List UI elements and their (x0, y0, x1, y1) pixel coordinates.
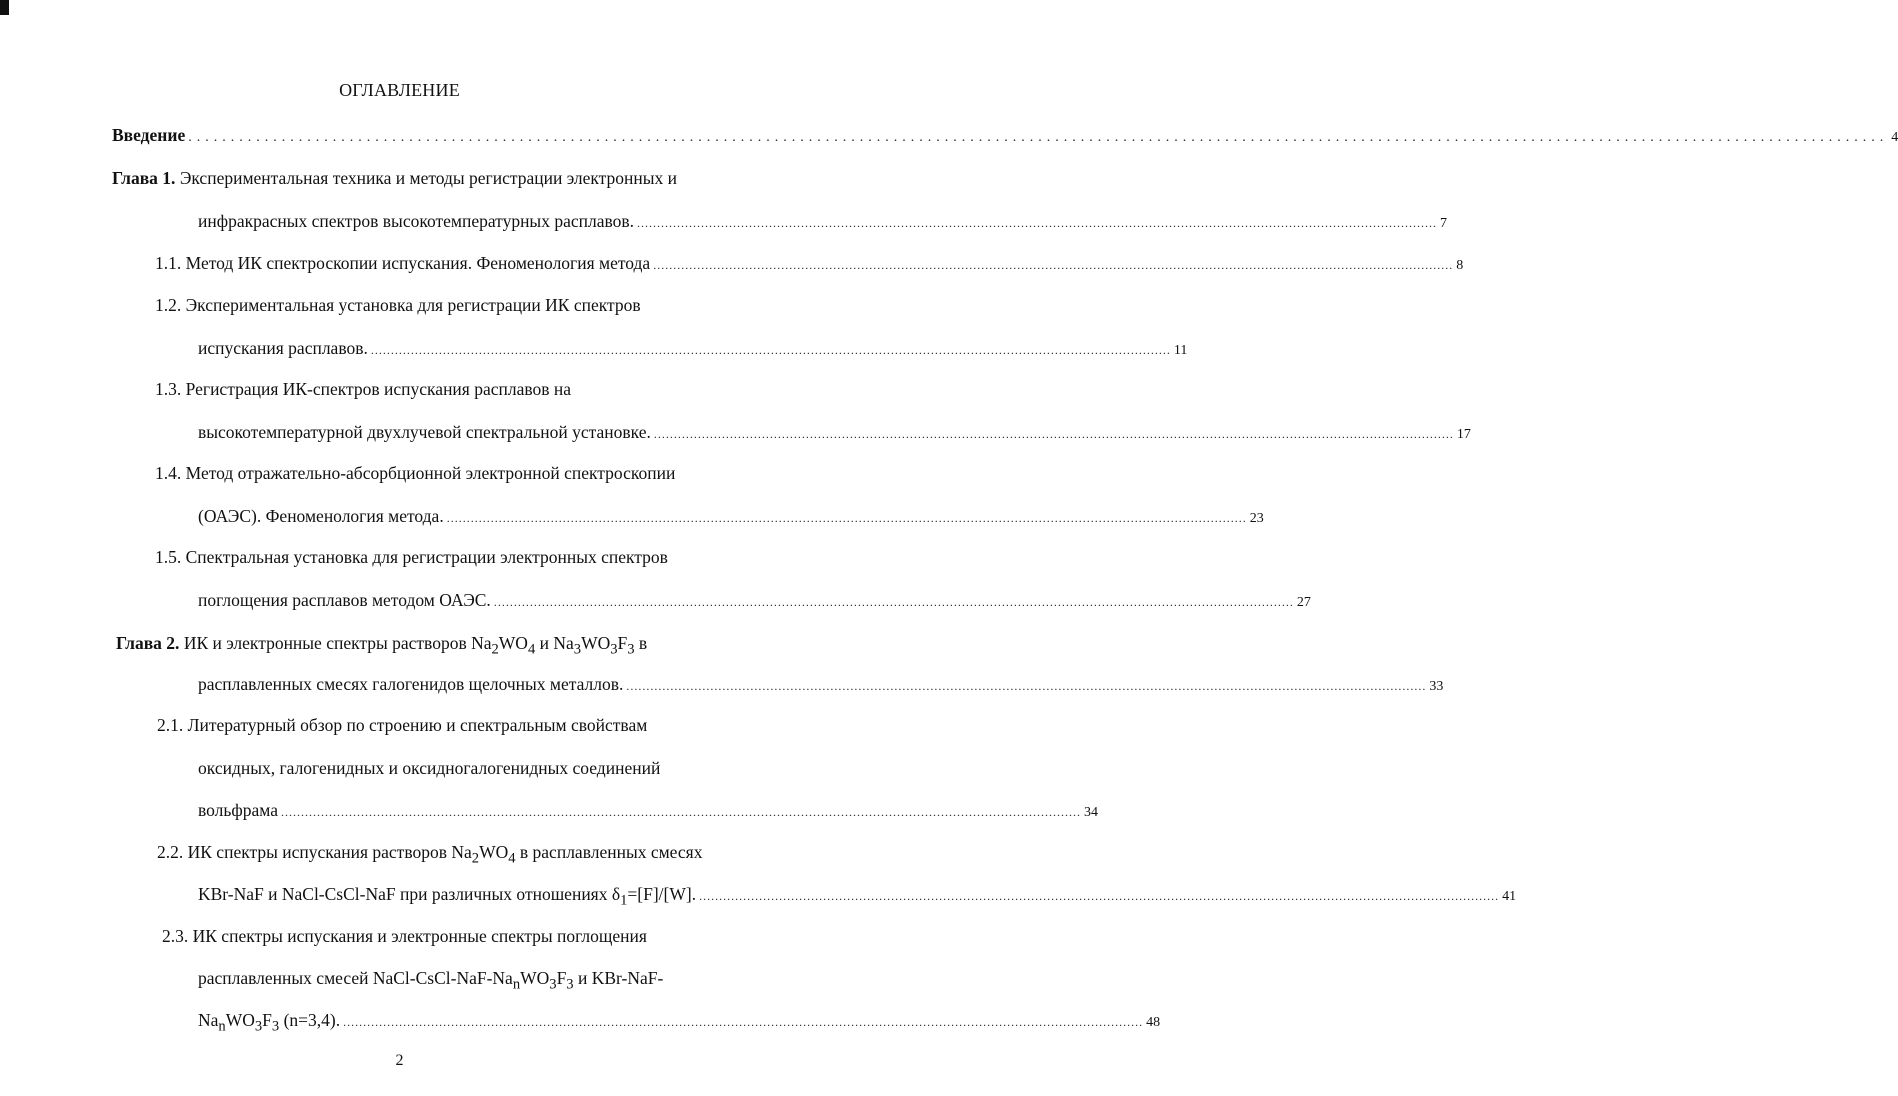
toc-entry-chapter-1-cont[interactable] (198, 210, 1447, 235)
toc-entry-2-3-cont2[interactable] (198, 1009, 1161, 1038)
subscript: 3 (271, 1018, 280, 1035)
toc-text: 1.3. Регистрация ИК-спектров испускания расплавов на (155, 379, 572, 399)
toc-entry-2-2[interactable] (157, 841, 702, 870)
toc-entry-2-2-cont[interactable] (198, 883, 1517, 912)
toc-text: WO (520, 968, 550, 988)
toc-entry-1-3-cont[interactable] (198, 421, 1471, 446)
toc-text: испускания расплавов. (198, 338, 368, 358)
toc-text: 1.1. Метод ИК спектроскопии испускания. Феноменология метода (155, 253, 651, 273)
dot-leader: ........................................................................................................................................................................................................ (370, 343, 1171, 357)
toc-entry-chapter-2-cont[interactable] (198, 673, 1444, 698)
toc-text: F (617, 633, 628, 653)
toc-text: в расплавленных смесях (515, 842, 703, 862)
toc-text: F (556, 968, 567, 988)
toc-text: WO (479, 842, 509, 862)
subscript: 4 (527, 641, 536, 658)
subscript: 3 (627, 641, 635, 658)
toc-text: 2.2. ИК спектры испускания растворов Na (157, 842, 472, 862)
subscript: 3 (549, 976, 557, 993)
toc-page-number: 48 (1146, 1015, 1161, 1030)
toc-intro-label: Введение (112, 125, 186, 145)
toc-text: WO (581, 633, 611, 653)
dot-leader: ........................................................................................................................................................................................................ (493, 595, 1294, 609)
toc-page-number: 41 (1502, 889, 1517, 904)
toc-page-number: 8 (1456, 258, 1464, 273)
scan-corner-mark (0, 0, 9, 15)
toc-page-number: 17 (1456, 427, 1471, 442)
dot-leader: ........................................................................................................................................................................................................ (626, 679, 1427, 693)
toc-entry-2-1[interactable] (157, 714, 647, 736)
dot-leader: ........................................................................................................................................................................................................ (343, 1015, 1144, 1029)
toc-text: расплавленных смесях галогенидов щелочных металлов. (198, 674, 624, 694)
toc-text: оксидных, галогенидных и оксидногалогенидных соединений (198, 758, 661, 778)
toc-entry-1-1[interactable] (155, 252, 1464, 277)
toc-text: Na (198, 1010, 219, 1030)
toc-entry-1-5[interactable] (155, 546, 668, 568)
page-title: ОГЛАВЛЕНИЕ (339, 80, 460, 100)
toc-text: 1.4. Метод отражательно-абсорбционной электронной спектроскопии (155, 463, 676, 483)
toc-text: инфракрасных спектров высокотемпературных расплавов. (198, 211, 634, 231)
page-number: 2 (395, 1052, 404, 1069)
toc-text: =[F]/[W]. (627, 884, 697, 904)
dot-leader: ........................................................................................................................................................................................................ (280, 805, 1081, 819)
subscript: 2 (491, 641, 499, 658)
subscript: 3 (254, 1018, 263, 1035)
subscript: 4 (508, 850, 516, 867)
dot-leader: ........................................................................................................................................................................................................ (188, 130, 1889, 145)
toc-page-number: 4 (1891, 130, 1898, 145)
toc-page-number: 11 (1173, 343, 1188, 358)
toc-text: (ОАЭС). Феноменология метода. (198, 506, 444, 526)
toc-page-number: 34 (1083, 805, 1098, 820)
toc-text: Экспериментальная техника и методы регистрации электронных и (179, 168, 678, 188)
toc-page-number: 7 (1440, 216, 1447, 231)
toc-entry-2-1-cont2[interactable] (198, 799, 1098, 824)
toc-entry-2-3-cont[interactable] (198, 967, 663, 996)
toc-text: вольфрама (198, 800, 278, 820)
dot-leader: ........................................................................................................................................................................................................ (653, 427, 1454, 441)
subscript: n (512, 976, 521, 993)
subscript: n (218, 1018, 226, 1035)
subscript: 2 (471, 850, 480, 867)
toc-text: ИК и электронные спектры растворов Na (183, 633, 492, 653)
toc-text: 1.2. Экспериментальная установка для регистрации ИК спектров (155, 295, 641, 315)
toc-entry-1-5-cont[interactable] (198, 589, 1311, 614)
toc-text: 2.1. Литературный обзор по строению и спектральным свойствам (157, 715, 648, 735)
toc-text: 1.5. Спектральная установка для регистрации электронных спектров (155, 547, 668, 567)
subscript: 1 (620, 892, 628, 909)
toc-text: WO (225, 1010, 255, 1030)
toc-entry-intro[interactable] (112, 124, 1898, 149)
subscript: 3 (610, 641, 618, 658)
toc-entry-1-3[interactable] (155, 378, 571, 400)
dot-leader: ........................................................................................................................................................................................................ (637, 216, 1437, 230)
toc-text: и Na (535, 633, 574, 653)
toc-text: KBr-NaF и NaCl-CsCl-NaF при различных отношениях δ (198, 884, 621, 904)
toc-entry-chapter-1[interactable] (112, 167, 677, 189)
toc-text: в (634, 633, 648, 653)
toc-text: (n=3,4). (279, 1010, 341, 1030)
toc-text: 2.3. ИК спектры испускания и электронные спектры поглощения (162, 926, 647, 946)
toc-page-number: 23 (1249, 511, 1264, 526)
toc-entry-1-4-cont[interactable] (198, 505, 1264, 530)
toc-text: расплавленных смесей NaCl-CsCl-NaF-Na (198, 968, 513, 988)
toc-text: поглощения расплавов методом ОАЭС. (198, 590, 491, 610)
toc-entry-1-4[interactable] (155, 462, 675, 484)
toc-text: высокотемпературной двухлучевой спектральной установке. (198, 422, 651, 442)
toc-text: WO (498, 633, 528, 653)
toc-page-number: 27 (1296, 595, 1311, 610)
toc-text: и KBr-NaF- (573, 968, 664, 988)
toc-entry-1-2-cont[interactable] (198, 337, 1188, 362)
dot-leader: ........................................................................................................................................................................................................ (699, 889, 1500, 903)
toc-entry-chapter-2[interactable] (116, 632, 647, 661)
toc-text: F (262, 1010, 272, 1030)
toc-entry-1-2[interactable] (155, 294, 641, 316)
toc-entry-2-1-cont[interactable] (198, 757, 660, 779)
chapter-prefix: Глава 2. (116, 633, 180, 653)
subscript: 3 (566, 976, 574, 993)
dot-leader: ........................................................................................................................................................................................................ (653, 258, 1454, 272)
chapter-prefix: Глава 1. (112, 168, 176, 188)
dot-leader: ........................................................................................................................................................................................................ (446, 511, 1247, 525)
toc-entry-2-3[interactable] (162, 925, 647, 947)
subscript: 3 (573, 641, 582, 658)
toc-page-number: 33 (1429, 679, 1444, 694)
